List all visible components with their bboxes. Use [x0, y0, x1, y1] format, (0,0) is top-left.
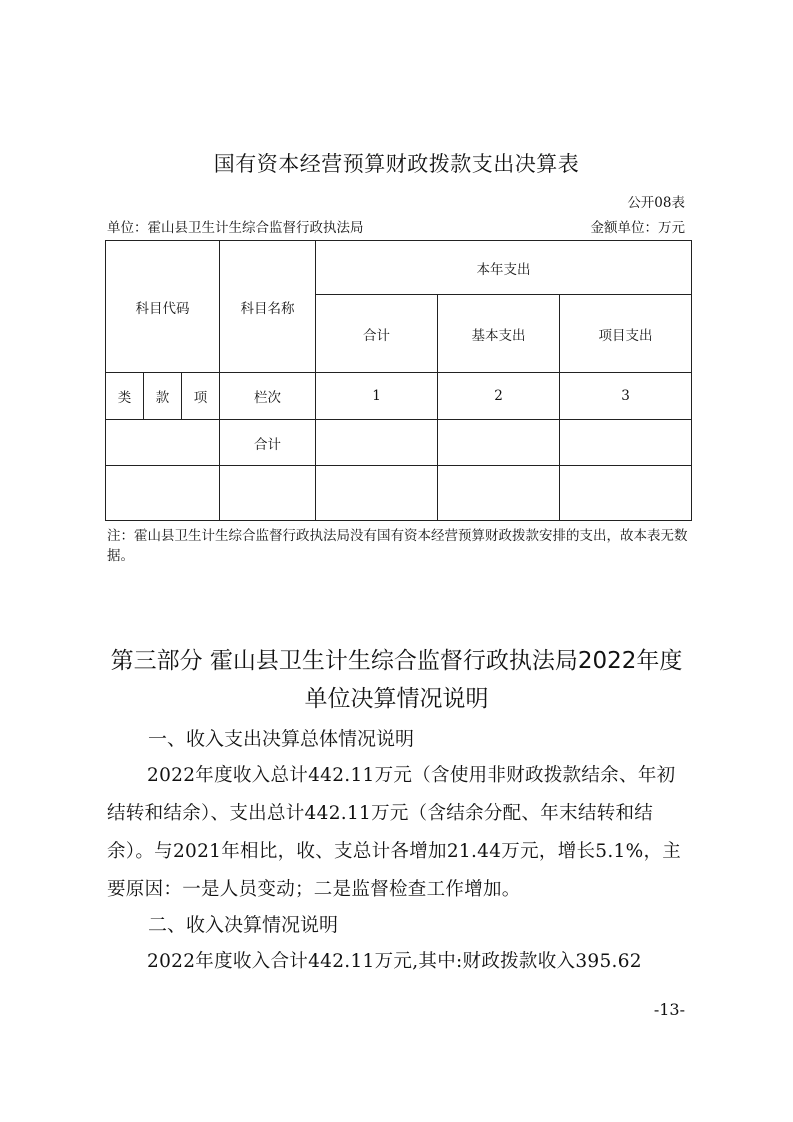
- cell-blank: [316, 466, 438, 521]
- cell-item: 项: [182, 373, 220, 420]
- cell-total-value: [316, 420, 438, 466]
- cell-total-label: 合计: [220, 420, 316, 466]
- header-year-expense: 本年支出: [316, 241, 692, 295]
- cell-index-2: 2: [438, 373, 560, 420]
- cell-blank: [438, 466, 560, 521]
- cell-blank: [106, 466, 220, 521]
- section-heading-2: 二、收入决算情况说明: [148, 914, 339, 936]
- budget-table: [105, 240, 692, 521]
- header-project-expense: 项目支出: [560, 295, 692, 373]
- header-basic-expense: 基本支出: [438, 295, 560, 373]
- cell-index-3: 3: [560, 373, 692, 420]
- header-total: 合计: [316, 295, 438, 373]
- cell-index-1: 1: [316, 373, 438, 420]
- amount-unit: 金额单位：万元: [590, 220, 685, 236]
- cell-total-basic: [438, 420, 560, 466]
- table-note: 注：霍山县卫生计生综合监督行政执法局没有国有资本经营预算财政拨款安排的支出，故本表无数据。: [107, 528, 688, 564]
- part-subtitle: 单位决算情况说明: [304, 686, 489, 712]
- section-paragraph-2: 2022年度收入合计442.11万元,其中:财政拨款收入395.62: [147, 951, 642, 972]
- cell-total-project: [560, 420, 692, 466]
- page-number: -13-: [653, 1000, 685, 1019]
- cell-blank: [220, 466, 316, 521]
- table-title: 国有资本经营预算财政拨款支出决算表: [213, 152, 580, 176]
- header-subject-name: 科目名称: [220, 241, 316, 373]
- section-heading-1: 一、收入支出决算总体情况说明: [148, 728, 415, 750]
- section-paragraph-1: 2022年度收入总计442.11万元（含使用非财政拨款结余、年初结转和结余）、支出总计442.11万元（含结余分配、年末结转和结余）。与2021年相比，收、支总计各增加21.44万元，增长5.1%，主要原因：一是人员变动；二是监督检查工作增加。: [107, 765, 682, 900]
- cell-empty-code: [106, 420, 220, 466]
- part-title: 第三部分 霍山县卫生计生综合监督行政执法局2022年度: [110, 648, 683, 674]
- unit-label: 单位：霍山县卫生计生综合监督行政执法局: [107, 220, 364, 236]
- cell-row-index-label: 栏次: [220, 373, 316, 420]
- header-subject-code: 科目代码: [106, 241, 220, 373]
- cell-blank: [560, 466, 692, 521]
- form-code: 公开08表: [627, 195, 685, 211]
- cell-category: 类: [106, 373, 144, 420]
- cell-section: 款: [144, 373, 182, 420]
